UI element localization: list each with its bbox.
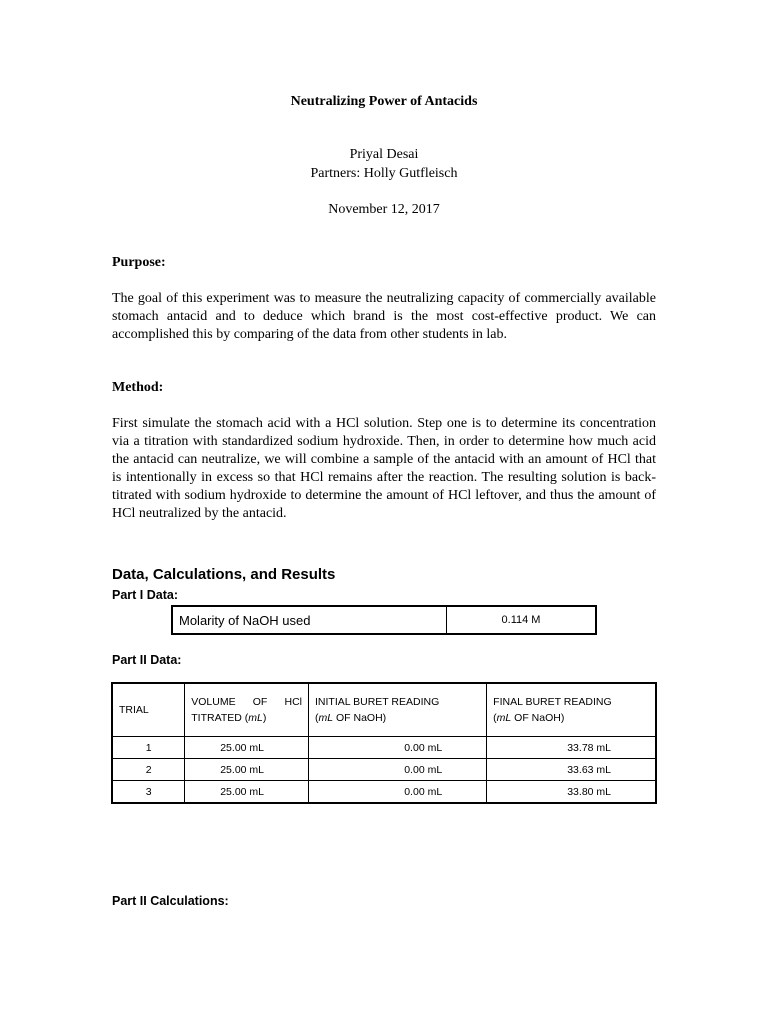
header-volume-word3: HCl — [284, 696, 302, 708]
part2-table — [111, 682, 657, 804]
header-initial-open: ( — [315, 712, 319, 724]
header-initial — [309, 683, 487, 737]
header-final-open: ( — [493, 712, 497, 724]
naoh-molarity-value: 0.114 M — [447, 606, 597, 634]
initial-cell: 0.00 mL — [309, 737, 487, 759]
header-volume — [185, 683, 309, 737]
trial-cell: 2 — [112, 759, 185, 781]
part2-label: Part II Data: — [112, 653, 182, 667]
report-date: November 12, 2017 — [328, 202, 440, 217]
results-heading: Data, Calculations, and Results — [112, 566, 336, 583]
header-final-rest: OF NaOH) — [511, 712, 565, 724]
header-volume-unit: mL — [248, 712, 263, 724]
purpose-heading: Purpose: — [112, 255, 166, 270]
initial-cell: 0.00 mL — [309, 781, 487, 804]
trial-cell: 3 — [112, 781, 185, 804]
trial-cell: 1 — [112, 737, 185, 759]
author-name: Priyal Desai — [349, 147, 419, 162]
volume-cell: 25.00 mL — [185, 737, 309, 759]
header-volume-word1: VOLUME — [191, 696, 236, 708]
partners-line: Partners: Holly Gutfleisch — [310, 166, 458, 181]
final-cell: 33.63 mL — [487, 759, 656, 781]
header-trial: TRIAL — [112, 683, 185, 737]
table-row — [172, 606, 596, 634]
part1-table — [171, 605, 597, 635]
table-row — [112, 781, 656, 804]
table-row — [112, 737, 656, 759]
volume-cell: 25.00 mL — [185, 759, 309, 781]
final-cell: 33.80 mL — [487, 781, 656, 804]
header-volume-line2: TITRATED ( — [191, 712, 249, 724]
part1-label: Part I Data: — [112, 588, 178, 602]
method-text: First simulate the stomach acid with a HCl solution. Step one is to determine its concentration via a titration with standardized sodium hydroxide. Then, in order to determine how much acid the antacid can neutralize, we will combine a sample of the antacid with an amount of HCl that is intentionally in excess so that HCl remains after the reaction. The resulting solution is back-titrated with sodium hydroxide to determine the amount of HCl leftover, and thus the amount of HCl neutralized by the antacid. — [112, 416, 656, 521]
table-row — [112, 759, 656, 781]
header-final-unit: mL — [496, 712, 512, 724]
final-cell: 33.78 mL — [487, 737, 656, 759]
header-initial-line1: INITIAL BURET READING — [315, 696, 440, 708]
table-header-row — [112, 683, 656, 737]
part2-calculations-label: Part II Calculations: — [112, 894, 229, 908]
purpose-text: The goal of this experiment was to measure the neutralizing capacity of commercially available stomach antacid and to deduce which brand is the most cost-effective product. We can accomplished this by comparing of the data from other students in lab. — [112, 291, 656, 342]
header-volume-word2: OF — [252, 696, 268, 708]
initial-cell: 0.00 mL — [309, 759, 487, 781]
method-heading: Method: — [112, 380, 164, 395]
volume-cell: 25.00 mL — [185, 781, 309, 804]
header-final-line1: FINAL BURET READING — [493, 696, 612, 708]
header-volume-end: ) — [262, 712, 267, 724]
naoh-molarity-label: Molarity of NaOH used — [172, 606, 447, 634]
header-final — [487, 683, 656, 737]
header-initial-rest: OF NaOH) — [333, 712, 387, 724]
header-initial-unit: mL — [318, 712, 334, 724]
document-title: Neutralizing Power of Antacids — [290, 94, 478, 109]
